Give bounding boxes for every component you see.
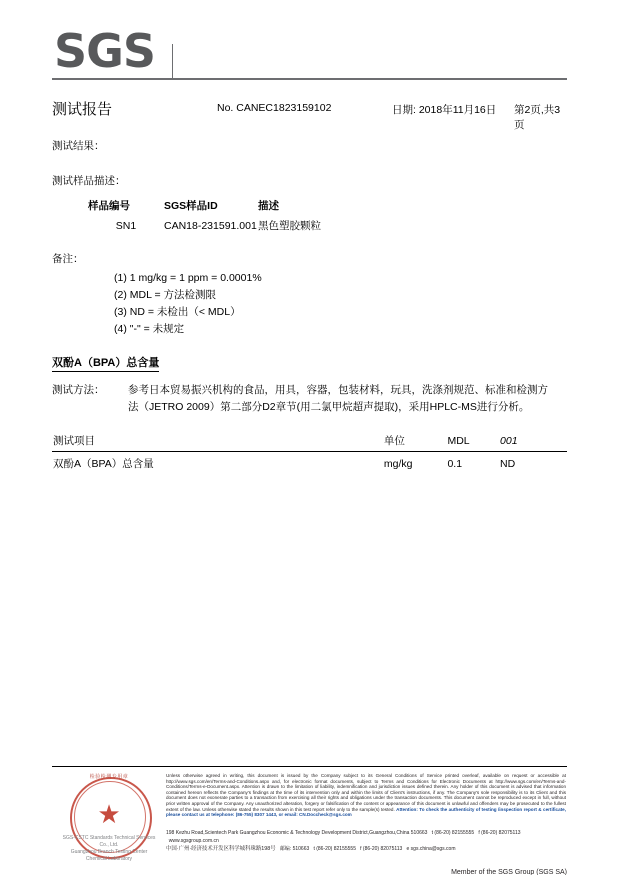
sample-description-label: 测试样品描述：	[52, 175, 126, 187]
page-footer	[52, 766, 567, 875]
footer-address-en-text: 198 Kezhu Road,Scientech Park Guangzhou Economic & Technology Development District,Guangzhou,China 510663	[166, 830, 428, 836]
sample-table-header-id: SGS样品ID	[164, 200, 218, 212]
result-header-item: 测试项目	[52, 432, 383, 452]
footer-address-cn-text: 中国·广州·经济技术开发区科学城科珠路198号	[166, 846, 276, 852]
result-table-header-row	[52, 432, 567, 452]
document-content	[52, 24, 567, 472]
report-title-row	[52, 98, 567, 131]
result-header-001: 001	[499, 432, 567, 452]
footer-address-cn-tel: t (86-20) 82155555	[313, 846, 356, 852]
result-table	[52, 432, 567, 472]
sample-desc: 黑色塑胶颗粒	[258, 220, 321, 232]
page-number: 第2页,共3页	[514, 104, 561, 131]
footer-disclaimer-text: Unless otherwise agreed in writing, this document is issued by the Company subject to its General Conditions of Service printed overleaf, available on request or accessible at http://www.sgs.com/en/Terms-and-Conditions.aspx and, for electronic format documents, subject to Terms and Conditions for Electronic Documents at http://www.sgs.com/en/Terms-and-Conditions/Terms-e-Document.aspx. Attention is drawn to the limitation of liability, indemnification and jurisdiction issues defined therein. Any holder of this document is advised that information contained hereon reflects the Company's findings at the time of its intervention only and within the limits of Client's instructions, if any. The Company's sole responsibility is to its Client and this document does not exonerate parties to a transaction from exercising all their rights and obligations under the transaction documents. This document cannot be reproduced except in full, without prior written approval of the Company. Any unauthorized alteration, forgery or falsification of the content or appearance of this document is unlawful and offenders may be prosecuted to the fullest extent of the law. Unless otherwise stated the results shown in this test report refer only to the sample(s) tested.	[166, 773, 566, 812]
footer-email-line: or email: CN.Doccheck@sgs.com	[278, 812, 352, 818]
test-method-label: 测试方法：	[52, 384, 105, 396]
sample-table-header-row	[88, 198, 418, 217]
sample-table-header-no: 样品编号	[88, 200, 130, 212]
sample-table-header-desc: 描述	[258, 200, 279, 212]
test-method-line-1: 参考日本贸易振兴机构的食品，用具，容器，包装材料，玩具，洗涤剂规范、标准和检测方	[128, 384, 548, 396]
logo-horizontal-rule	[52, 78, 567, 80]
sample-id: CAN18-231591.001	[164, 219, 257, 232]
logo-divider-tick	[172, 44, 173, 80]
sample-no: SN1	[115, 219, 137, 232]
stamp-top-text: 检验检测专用章	[89, 774, 129, 780]
list-item: (3) ND = 未检出（< MDL）	[114, 306, 241, 318]
result-item-unit: mg/kg	[383, 457, 413, 470]
footer-member-line: Member of the SGS Group (SGS SA)	[451, 869, 567, 875]
result-item-001: ND	[500, 457, 516, 470]
report-date: 日期: 2018年11月16日	[392, 104, 497, 116]
section-heading-wrap	[52, 338, 567, 372]
stamp-caption	[62, 835, 156, 863]
notes-list	[114, 270, 567, 338]
footer-address-en-tel: t (86-20) 82155555	[431, 830, 475, 836]
notes-label: 备注：	[52, 253, 84, 265]
list-item: (2) MDL = 方法检测限	[114, 289, 216, 301]
result-item-mdl: 0.1	[447, 457, 463, 470]
list-item: (4) "-" = 未规定	[114, 323, 185, 335]
stamp-caption-line-1: SGS-CSTC Standards Technical Services Co., Ltd.	[62, 835, 156, 848]
stamp-caption-line-2: Guangzhou Branch Testing Center Chemical Laboratory	[70, 849, 148, 862]
sample-table	[88, 198, 418, 233]
footer-divider	[52, 766, 567, 767]
result-header-mdl: MDL	[446, 432, 499, 452]
footer-address-en-web: www.sgsgroup.com.cn	[168, 838, 219, 844]
footer-address-en	[166, 829, 566, 845]
section-heading: 双酚A（BPA）总含量	[52, 354, 159, 372]
page-title: 测试报告	[52, 100, 113, 118]
footer-address-cn-zip: 邮编: 510663	[279, 846, 310, 852]
footer-disclaimer	[166, 773, 566, 818]
sgs-logo-text: SGS	[54, 24, 156, 78]
footer-address-cn-mail: e sgs.china@sgs.com	[406, 846, 456, 852]
table-row	[52, 452, 567, 473]
result-header-unit: 单位	[383, 432, 447, 452]
result-item-name: 双酚A（BPA）总含量	[53, 458, 154, 470]
sgs-logo-block	[52, 24, 567, 80]
table-row	[88, 217, 418, 233]
footer-address-cn	[166, 845, 566, 853]
company-stamp	[62, 775, 156, 869]
footer-address-cn-fax: f (86-20) 82075113	[360, 846, 403, 852]
test-method-line-2: 法（JETRO 2009）第二部分D2章节(用二氯甲烷超声提取)，采用HPLC-MS进行分析。	[128, 401, 530, 413]
report-number: No. CANEC1823159102	[217, 102, 332, 114]
test-method-block	[52, 382, 567, 416]
star-icon: ★	[97, 799, 121, 829]
footer-address-en-fax: f (86-20) 82075113	[478, 830, 521, 836]
list-item: (1) 1 mg/kg = 1 ppm = 0.0001%	[114, 272, 262, 284]
footer-address	[166, 829, 566, 853]
test-method-body	[128, 382, 567, 416]
footer-body	[52, 773, 567, 875]
footer-attention-line: Attention: To check the authenticity of testing /inspection report & certificate, please contact us at telephone: (86-755) 8307 1443,	[166, 806, 566, 818]
results-label: 测试结果：	[52, 140, 105, 152]
